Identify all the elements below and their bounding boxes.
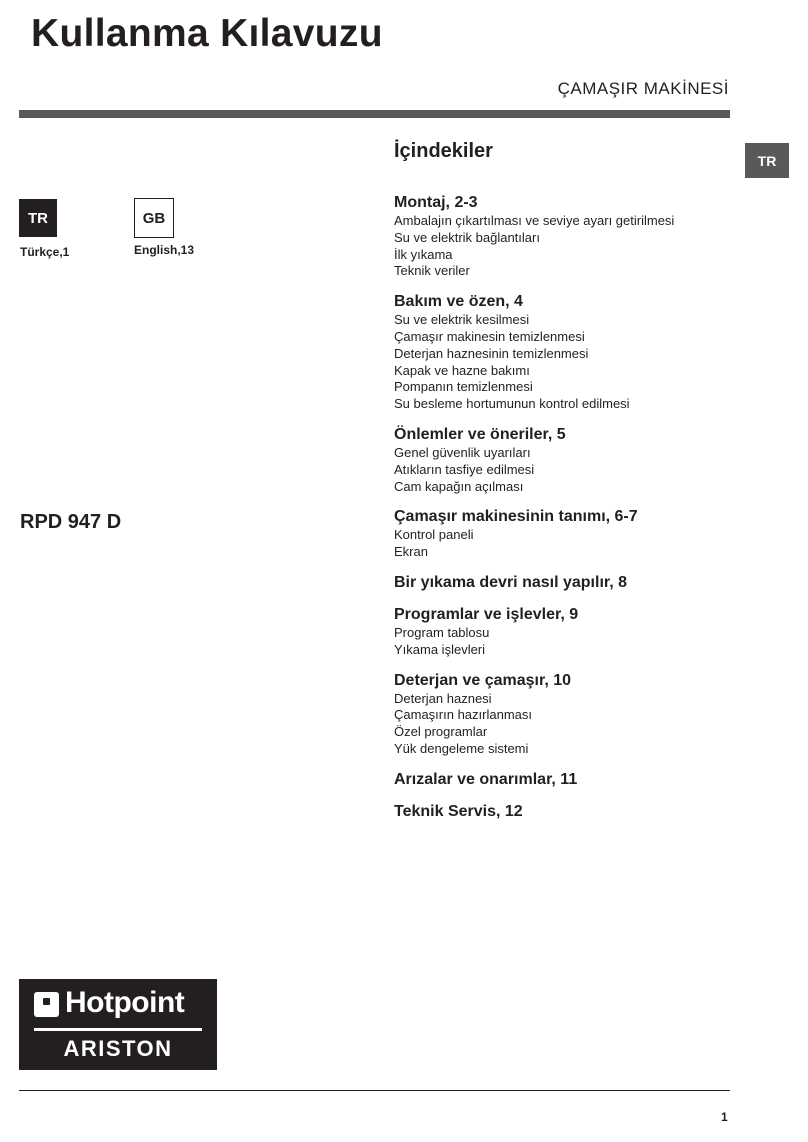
- toc-item[interactable]: Çamaşır makinesin temizlenmesi: [394, 328, 585, 344]
- toc-item[interactable]: Program tablosu: [394, 624, 490, 640]
- language-badge-tr[interactable]: TR: [19, 199, 57, 237]
- brand-logo: [19, 979, 217, 1070]
- header-rule: [19, 110, 730, 118]
- document-subtitle: ÇAMAŞIR MAKİNESİ: [557, 79, 729, 98]
- toc-item[interactable]: Ambalajın çıkartılması ve seviye ayarı getirilmesi: [394, 213, 675, 228]
- toc-section: [394, 573, 734, 593]
- toc-section-heading[interactable]: Çamaşır makinesinin tanımı, 6-7: [394, 508, 638, 526]
- toc-title: İçindekiler: [394, 140, 493, 162]
- toc-item[interactable]: Deterjan haznesinin temizlenmesi: [394, 345, 589, 361]
- toc-section-heading[interactable]: Bir yıkama devri nasıl yapılır, 8: [394, 573, 628, 591]
- toc-item[interactable]: Genel güvenlik uyarıları: [394, 444, 531, 460]
- toc-item[interactable]: Su ve elektrik bağlantıları: [394, 229, 540, 245]
- toc-section: [394, 425, 734, 495]
- toc-section: [394, 605, 734, 659]
- toc-section: [394, 193, 734, 280]
- toc-section-heading[interactable]: Bakım ve özen, 4: [394, 293, 523, 311]
- toc-item[interactable]: Özel programlar: [394, 724, 488, 740]
- toc-item[interactable]: Kapak ve hazne bakımı: [394, 362, 530, 378]
- toc-section: [394, 507, 734, 561]
- toc-item[interactable]: Su ve elektrik kesilmesi: [394, 312, 530, 328]
- toc-item[interactable]: Çamaşırın hazırlanması: [394, 707, 532, 723]
- toc-item[interactable]: Atıkların tasfiye edilmesi: [394, 461, 535, 477]
- logo-divider: [34, 1028, 202, 1031]
- logo-brand-text: Hotpoint: [65, 986, 185, 1019]
- language-side-tab: TR: [745, 143, 789, 178]
- toc-item[interactable]: Ekran: [394, 544, 428, 560]
- toc-sections: [394, 193, 734, 822]
- toc-section: [394, 802, 734, 822]
- toc-item[interactable]: Su besleme hortumunun kontrol edilmesi: [394, 396, 630, 412]
- toc-section-heading[interactable]: Arızalar ve onarımlar, 11: [394, 770, 578, 788]
- toc-item[interactable]: Pompanın temizlenmesi: [394, 379, 533, 395]
- language-badge-gb[interactable]: GB: [134, 198, 174, 238]
- toc-item[interactable]: Yıkama işlevleri: [394, 641, 486, 657]
- toc-item[interactable]: Deterjan haznesi: [394, 690, 492, 706]
- page-number: 1: [721, 1110, 728, 1124]
- toc-section-heading[interactable]: Teknik Servis, 12: [394, 802, 523, 820]
- logo-sub-text: ARISTON: [63, 1036, 173, 1061]
- toc-section-heading[interactable]: Montaj, 2-3: [394, 194, 478, 211]
- page-title: Kullanma Kılavuzu: [31, 12, 383, 55]
- toc-section-heading[interactable]: Deterjan ve çamaşır, 10: [394, 671, 572, 689]
- toc-item[interactable]: İlk yıkama: [394, 246, 453, 262]
- toc-item[interactable]: Yük dengeleme sistemi: [394, 740, 529, 756]
- toc-section: [394, 292, 734, 413]
- toc-section-heading[interactable]: Önlemler ve öneriler, 5: [394, 425, 566, 443]
- language-label-gb: English,13: [134, 243, 195, 257]
- toc-item[interactable]: Kontrol paneli: [394, 527, 474, 543]
- toc-section-heading[interactable]: Programlar ve işlevler, 9: [394, 605, 579, 623]
- toc-item[interactable]: Cam kapağın açılması: [394, 478, 524, 494]
- table-of-contents: [394, 138, 734, 834]
- model-number: RPD 947 D: [20, 511, 122, 533]
- language-label-tr: Türkçe,1: [20, 245, 70, 259]
- footer-rule: [19, 1090, 730, 1091]
- logo-square-icon: [34, 992, 59, 1017]
- toc-section: [394, 671, 734, 758]
- toc-item[interactable]: Teknik veriler: [394, 263, 470, 279]
- toc-section: [394, 770, 734, 790]
